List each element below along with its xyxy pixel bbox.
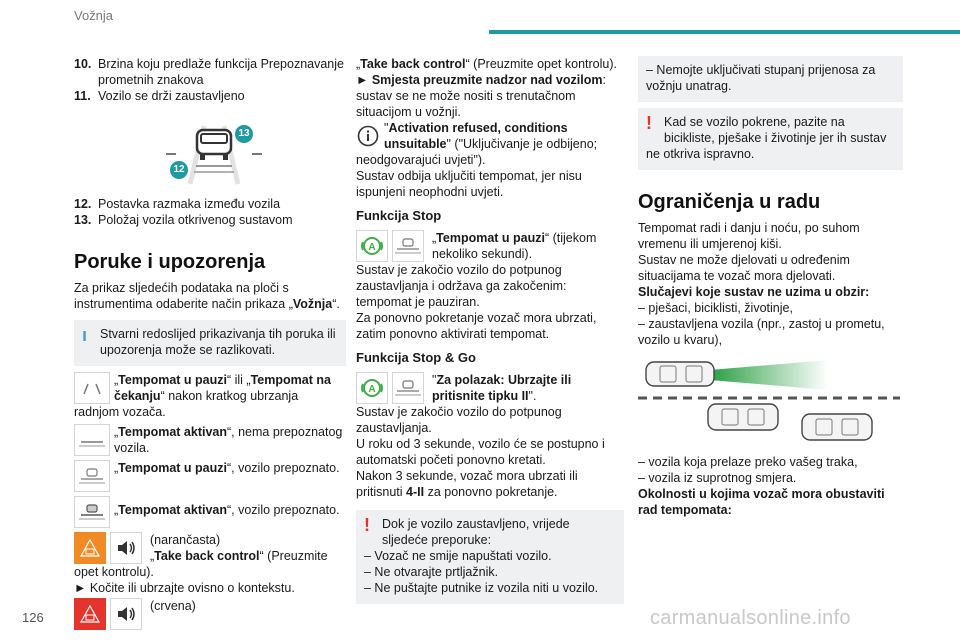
list-item: – vozila iz suprotnog smjera. <box>638 471 797 485</box>
continued-text: „Take back control“ (Preuzmite opet kontrolu). <box>356 57 617 71</box>
message-text: „Tempomat u pauzi“ ili „Tempomat na čekanju“ nakon kratkog ubrzanja radnjom vozača. <box>74 373 331 419</box>
message-refused <box>356 120 624 200</box>
column-1 <box>74 56 346 630</box>
vehicle-tracked-icon <box>74 496 110 528</box>
info-note-text: Stvarni redoslijed prikazivanja tih poruka ili upozorenja može se razlikovati. <box>100 327 336 357</box>
warning-item: – Ne otvarajte prtljažnik. <box>364 565 499 579</box>
info-note <box>74 320 346 366</box>
warning-title: Dok je vozilo zaustavljeno, vrijede sljedeće preporuke: <box>382 517 570 547</box>
section-heading: Poruke i upozorenja <box>74 251 266 273</box>
message-text: "Activation refused, conditions unsuitable" ("Uključivanje je odbijeno; neodgovarajući uvjeti"). <box>356 121 598 167</box>
warning-icon: ! <box>646 113 652 133</box>
red-alert-icon <box>74 598 106 630</box>
message-stopgo <box>356 372 624 500</box>
list-text: Brzina koju predlaže funkcija Prepoznavanje prometnih znakova <box>98 57 344 87</box>
message-stop <box>356 230 624 342</box>
orange-alert-icon <box>74 532 106 564</box>
auto-hold-icon <box>356 372 388 404</box>
section-heading: Ograničenja u radu <box>638 191 821 213</box>
vehicles-lane-figure <box>638 358 900 442</box>
warning-icon: ! <box>364 515 370 535</box>
stop-heading: Funkcija Stop <box>356 208 442 223</box>
alert-color-label: (crvena) <box>150 599 196 613</box>
message-orange-alert <box>74 532 346 596</box>
alert-color-label: (narančasta) <box>150 533 221 547</box>
message-text: „Tempomat u pauzi“, vozilo prepoznato. <box>114 461 340 475</box>
action-text: ► Kočite ili ubrzajte ovisno o kontekstu. <box>74 581 295 595</box>
list-item: – zaustavljena vozila (npr., zastoj u prometu, vozilo u kvaru), <box>638 317 885 347</box>
svg-text:A: A <box>368 242 376 253</box>
message-text: „Take back control“ (Preuzmite opet kontrolu). <box>74 549 328 579</box>
warning-note <box>356 510 624 604</box>
vehicle-detected-icon <box>74 460 110 492</box>
message-active-vehicle <box>74 496 346 528</box>
column-3 <box>638 56 903 518</box>
list-number: 10. <box>74 57 92 71</box>
list-text: Postavka razmaka između vozila <box>98 197 281 211</box>
action-text: ► Smjesta preuzmite nadzor nad vozilom: sustav se ne može nositi s trenutačnom situacijom u vožnji. <box>356 73 606 119</box>
paragraph: Tempomat radi i danju i noću, po suhom vremenu ili umjerenoj kiši. <box>638 221 860 251</box>
warning-item: – Ne puštajte putnike iz vozila niti u vozilo. <box>364 581 599 595</box>
sound-icon <box>110 532 142 564</box>
message-paused-standby <box>74 372 346 420</box>
message-text: "Za polazak: Ubrzajte ili pritisnite tipku II". <box>432 373 572 403</box>
list-text: Vozilo se drži zaustavljeno <box>98 89 245 103</box>
header-bar <box>489 30 960 34</box>
info-icon: ı <box>82 325 88 345</box>
list-number: 13. <box>74 213 92 227</box>
paragraph: Sustav ne može djelovati u određenim situacijama te vozač mora djelovati. <box>638 253 850 283</box>
paragraph-bold: Slučajevi koje sustav ne uzima u obzir: <box>638 285 870 299</box>
warning-note <box>638 108 903 170</box>
message-text: „Tempomat aktivan“, vozilo prepoznato. <box>114 503 340 517</box>
description-text: Sustav je zakočio vozilo do potpunog zaustavljanja i održava ga zakočenim: tempomat je pauziran. <box>356 263 567 309</box>
watermark: carmanualsonline.info <box>650 607 851 629</box>
cruise-display-figure <box>154 116 274 186</box>
page-number: 126 <box>22 610 44 625</box>
description-text: Sustav je zakočio vozilo do potpunog zaustavljanja. <box>356 405 562 435</box>
list-text: Položaj vozila otkrivenog sustavom <box>98 213 293 227</box>
message-red-alert <box>74 598 346 614</box>
warning-text: Kad se vozilo pokrene, pazite na bicikliste, pješake i životinje jer ih sustav ne otkriva ispravno. <box>646 115 887 161</box>
sound-icon <box>110 598 142 630</box>
note-text: – Nemojte uključivati stupanj prijenosa za vožnju unatrag. <box>646 63 876 93</box>
list-number: 11. <box>74 89 91 103</box>
continued-note <box>638 56 903 102</box>
cars-illustration <box>638 358 903 446</box>
lane-active-icon <box>74 424 110 456</box>
description-text: U roku od 3 sekunde, vozilo će se postupno i automatski početi ponovno kretati. <box>356 437 605 467</box>
message-text: „Tempomat aktivan“, nema prepoznatog vozila. <box>114 425 343 455</box>
list-item: – vozila koja prelaze preko vašeg traka, <box>638 455 858 469</box>
pause-cruise-icon <box>74 372 110 404</box>
figure-badge-13: 13 <box>238 128 250 139</box>
list-item-12 <box>74 196 346 212</box>
list-number: 12. <box>74 197 92 211</box>
paragraph-bold: Okolnosti u kojima vozač mora obustaviti rad tempomata: <box>638 487 885 517</box>
vehicle-ahead-icon <box>392 372 424 404</box>
info-circle-icon <box>356 120 380 152</box>
list-item: – pješaci, biciklisti, životinje, <box>638 301 793 315</box>
message-text: „Tempomat u pauzi“ (tijekom nekoliko sekundi). <box>432 231 597 261</box>
auto-hold-icon <box>356 230 388 262</box>
column-2 <box>356 56 624 610</box>
description-text: Sustav odbija uključiti tempomat, jer nisu ispunjeni neophodni uvjeti. <box>356 169 582 199</box>
list-item-13 <box>74 212 346 228</box>
stopgo-heading: Funkcija Stop & Go <box>356 350 476 365</box>
header-section: Vožnja <box>74 8 114 23</box>
description-text: Nakon 3 sekunde, vozač mora ubrzati ili pritisnuti 4-II za ponovno pokretanje. <box>356 469 578 499</box>
vehicle-ahead-icon <box>392 230 424 262</box>
svg-text:A: A <box>368 384 376 395</box>
list-item-10 <box>74 56 346 88</box>
message-active-no-vehicle <box>74 424 346 456</box>
warning-item: – Vozač ne smije napuštati vozilo. <box>364 549 552 563</box>
list-item-11 <box>74 88 346 104</box>
figure-badge-12: 12 <box>173 164 185 175</box>
description-text: Za ponovno pokretanje vozač mora ubrzati, zatim ponovno aktivirati tempomat. <box>356 311 597 341</box>
message-paused-vehicle <box>74 460 346 492</box>
intro-paragraph: Za prikaz sljedećih podataka na ploči s instrumentima odaberite način prikaza „Vožnja“. <box>74 281 340 311</box>
